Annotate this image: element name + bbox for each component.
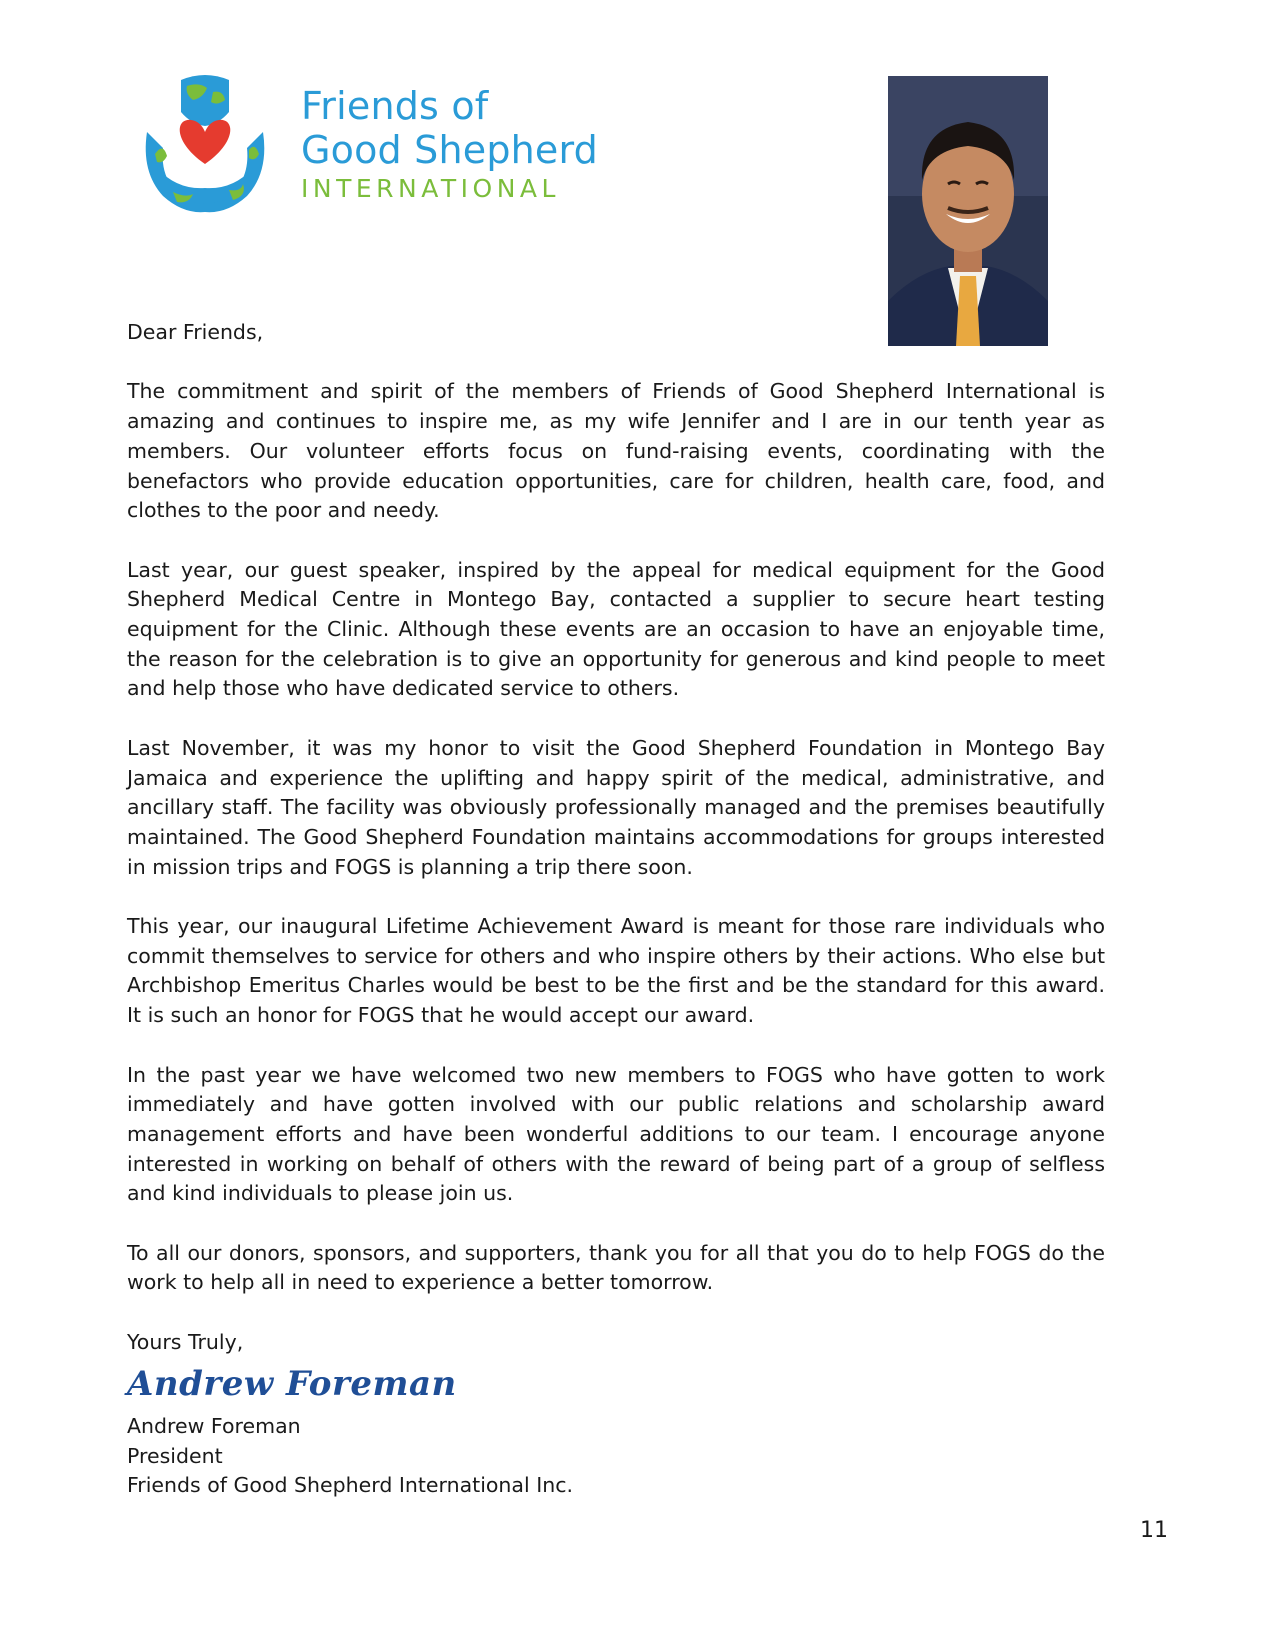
signer-name: Andrew Foreman <box>127 1413 301 1438</box>
closing: Yours Truly, <box>127 1330 244 1355</box>
salutation: Dear Friends, <box>127 320 264 344</box>
portrait-illustration <box>888 76 1048 346</box>
letter-body <box>127 318 1105 1501</box>
handwritten-signature: Andrew Foreman <box>127 1363 457 1404</box>
letter-paragraph: Last year, our guest speaker, inspired by the appeal for medical equipment for the Good Shepherd Medical Centre in Montego Bay, contacted a supplier to secure heart testing equipment for the Clinic. Although these events are an occasion to have an enjoyable time, the reason for the celebration is to give an opportunity for generous and kind people to meet and help those who have dedicated service to others. <box>127 557 1105 701</box>
letter-paragraph: The commitment and spirit of the members of Friends of Good Shepherd International is amazing and continues to inspire me, as my wife Jennifer and I are in our tenth year as members. Our volunteer efforts focus on fund-raising events, coordinating with the benefactors who provide education opportunities, care for children, health care, food, and clothes to the poor and needy. <box>127 379 1105 523</box>
globe-hands-heart-icon <box>133 72 283 222</box>
logo-line-international: INTERNATIONAL <box>301 174 560 203</box>
signer-title: President <box>127 1443 223 1468</box>
organization-logo <box>133 72 613 222</box>
signer-organization: Friends of Good Shepherd International Inc. <box>127 1473 574 1498</box>
letter-paragraph: To all our donors, sponsors, and supporters, thank you for all that you do to help FOGS do the work to help all in need to experience a better tomorrow. <box>127 1240 1105 1295</box>
signature-block <box>127 1412 1105 1501</box>
author-portrait-photo <box>888 76 1048 346</box>
letter-paragraph: This year, our inaugural Lifetime Achievement Award is meant for those rare individuals who commit themselves to service for others and who inspire others by their actions. Who else but Archbishop Emeritus Charles would be best to be the first and be the standard for this award. It is such an honor for FOGS that he would accept our award. <box>127 914 1105 1028</box>
page-number: 11 <box>1140 1518 1168 1543</box>
logo-line-good-shepherd: Good Shepherd <box>301 128 598 172</box>
letter-paragraph: In the past year we have welcomed two new members to FOGS who have gotten to work immediately and have gotten involved with our public relations and scholarship award management efforts and have been wonderful additions to our team. I encourage anyone interested in working on behalf of others with the reward of being part of a group of selfless and kind individuals to please join us. <box>127 1062 1105 1206</box>
logo-wordmark <box>301 84 598 206</box>
logo-line-friends-of: Friends of <box>301 84 489 128</box>
letter-paragraph: Last November, it was my honor to visit the Good Shepherd Foundation in Montego Bay Jamaica and experience the uplifting and happy spirit of the medical, administrative, and ancillary staff. The facility was obviously professionally managed and the premises beautifully maintained. The Good Shepherd Foundation maintains accommodations for groups interested in mission trips and FOGS is planning a trip there soon. <box>127 735 1105 879</box>
